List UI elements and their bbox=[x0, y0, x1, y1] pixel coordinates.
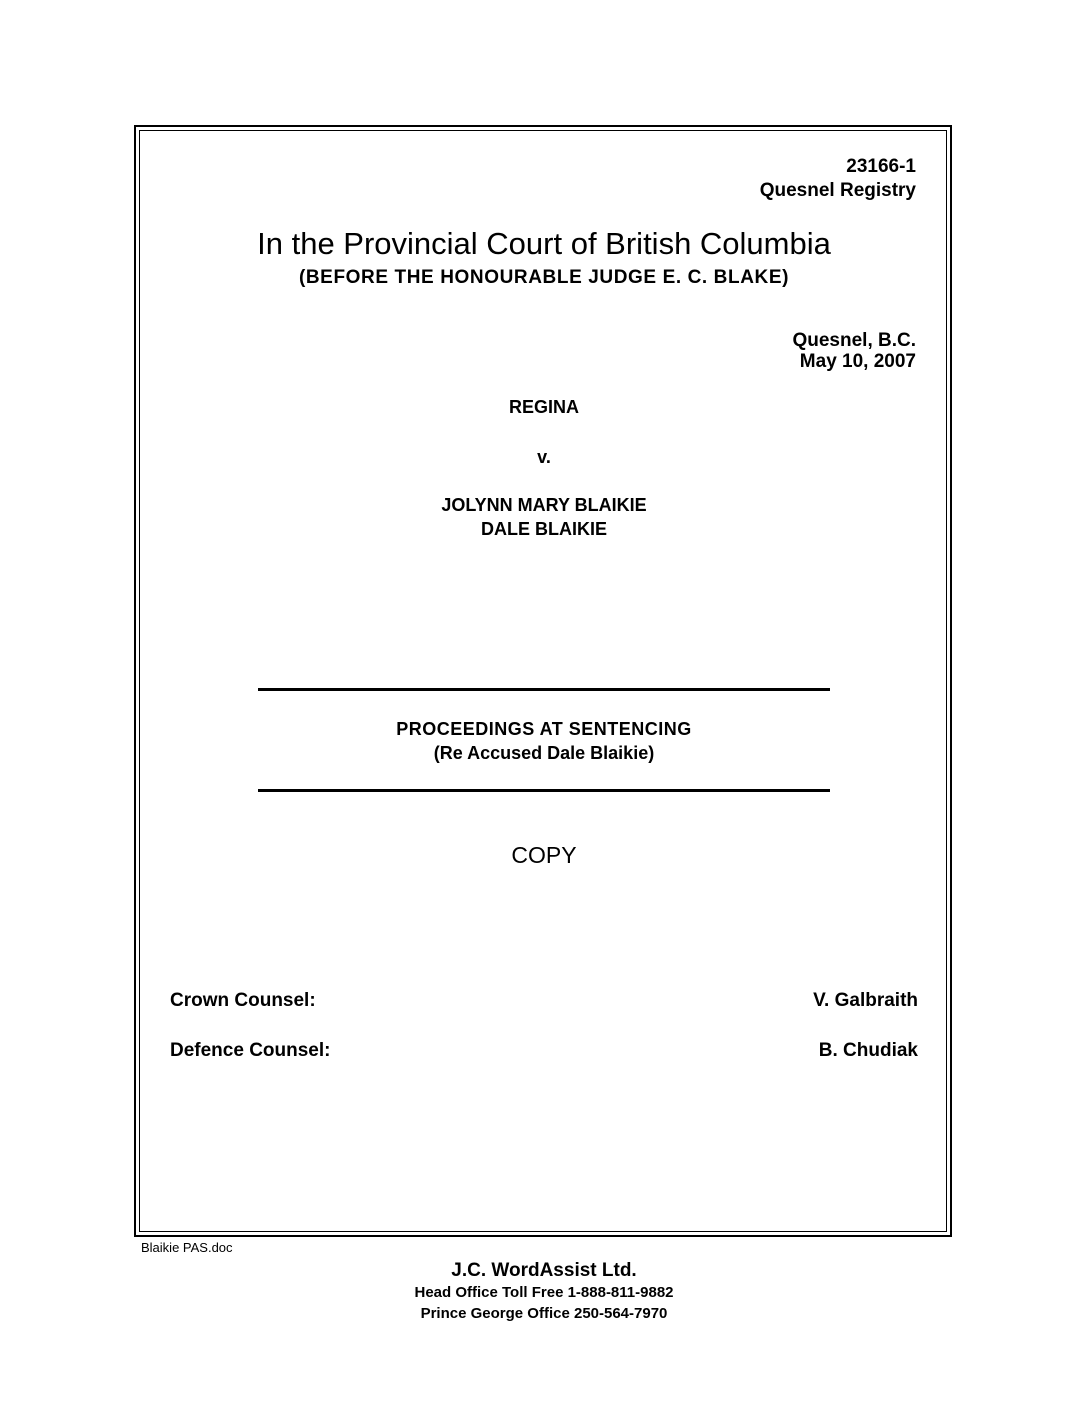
hearing-date: May 10, 2007 bbox=[799, 351, 916, 372]
judge-line: (BEFORE THE HONOURABLE JUDGE E. C. BLAKE) bbox=[298, 267, 790, 288]
divider-rule bbox=[258, 688, 830, 691]
footer-prince-george-office: Prince George Office 250-564-7970 bbox=[420, 1305, 668, 1322]
hearing-place: Quesnel, B.C. bbox=[792, 330, 916, 351]
file-number: 23166-1 bbox=[846, 156, 916, 177]
copy-label: COPY bbox=[511, 842, 577, 868]
defence-counsel-name: B. Chudiak bbox=[818, 1040, 918, 1061]
versus-label: v. bbox=[537, 447, 551, 467]
page-border-inner bbox=[139, 130, 947, 1232]
accused-name: JOLYNN MARY BLAIKIE bbox=[441, 495, 647, 515]
document-filename: Blaikie PAS.doc bbox=[141, 1240, 233, 1255]
accused-name: DALE BLAIKIE bbox=[481, 519, 607, 539]
registry-name: Quesnel Registry bbox=[759, 180, 916, 201]
crown-counsel-name: V. Galbraith bbox=[813, 990, 918, 1011]
court-title: In the Provincial Court of British Columbia bbox=[257, 226, 831, 261]
footer-head-office: Head Office Toll Free 1-888-811-9882 bbox=[414, 1284, 674, 1301]
proceedings-subtitle: (Re Accused Dale Blaikie) bbox=[433, 743, 655, 763]
party-crown: REGINA bbox=[508, 397, 579, 417]
divider-rule bbox=[258, 789, 830, 792]
defence-counsel-label: Defence Counsel: bbox=[170, 1040, 331, 1061]
proceedings-title: PROCEEDINGS AT SENTENCING bbox=[396, 719, 692, 739]
footer-company: J.C. WordAssist Ltd. bbox=[451, 1260, 637, 1281]
crown-counsel-label: Crown Counsel: bbox=[170, 990, 316, 1011]
page-border bbox=[134, 125, 952, 1237]
